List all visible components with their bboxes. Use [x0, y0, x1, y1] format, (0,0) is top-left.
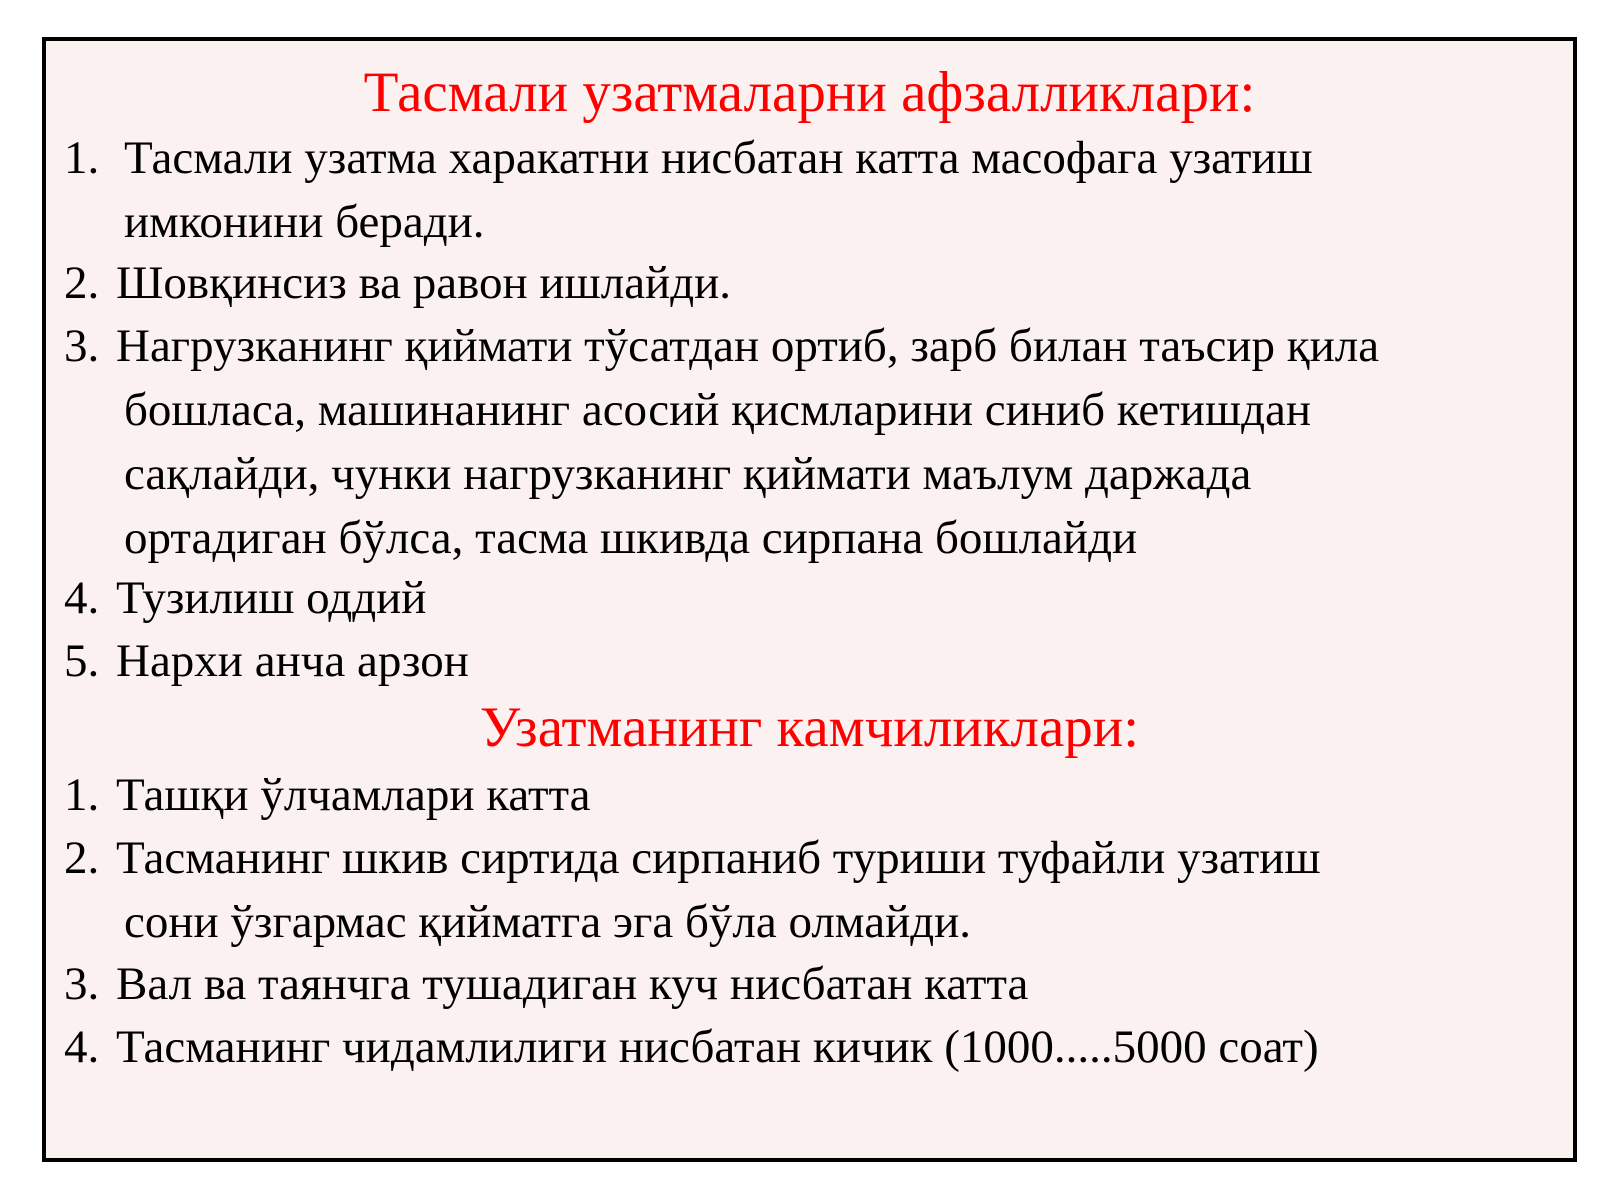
- advantage-item-5: [64, 629, 469, 693]
- item-line: Ташқи ўлчамлари катта: [116, 769, 591, 821]
- advantage-item-1: [64, 126, 1313, 254]
- item-line: имконини беради.: [124, 196, 485, 248]
- advantage-item-3: [64, 314, 1379, 570]
- item-line: Нархи анча арзон: [116, 635, 469, 687]
- disadvantage-item-2: [64, 826, 1321, 954]
- item-number: 5.: [64, 635, 100, 687]
- slide-frame: [42, 37, 1577, 1162]
- advantage-item-4: [64, 566, 426, 630]
- item-number: 4.: [64, 1021, 100, 1073]
- item-number: 2.: [64, 832, 100, 884]
- item-line: Шовқинсиз ва равон ишлайди.: [116, 257, 732, 309]
- item-number: 4.: [64, 572, 100, 624]
- item-line: сони ўзгармас қийматга эга бўла олмайди.: [124, 896, 972, 948]
- disadvantage-item-3: [64, 952, 1028, 1016]
- item-line: Тасманинг чидамлилиги нисбатан кичик (1000.....5000 соат): [116, 1021, 1319, 1073]
- item-line: Тузилиш оддий: [116, 572, 427, 624]
- item-line: Тасмали узатма харакатни нисбатан катта масофага узатиш: [124, 132, 1313, 184]
- disadvantages-title: Узатманинг камчиликлари:: [479, 696, 1140, 759]
- advantage-item-2: [64, 251, 731, 315]
- item-number: 3.: [64, 320, 100, 372]
- item-line: Вал ва таянчга тушадиган куч нисбатан катта: [116, 958, 1029, 1010]
- item-number: 2.: [64, 257, 100, 309]
- disadvantage-item-4: [64, 1015, 1319, 1079]
- item-line: Нагрузканинг қиймати тўсатдан ортиб, зарб билан таъсир қила: [116, 320, 1380, 372]
- item-number: 3.: [64, 958, 100, 1010]
- advantages-title: Тасмали узатмаларни афзалликлари:: [363, 61, 1256, 124]
- item-line: бошласа, машинанинг асосий қисмларини синиб кетишдан: [124, 384, 1312, 436]
- item-number: 1.: [64, 132, 100, 184]
- item-line: ортадиган бўлса, тасма шкивда сирпана бошлайди: [124, 512, 1138, 564]
- item-line: Тасманинг шкив сиртида сирпаниб туриши туфайли узатиш: [116, 832, 1321, 884]
- item-line: сақлайди, чунки нагрузканинг қиймати маълум даржада: [124, 448, 1252, 500]
- disadvantage-item-1: [64, 763, 591, 827]
- item-number: 1.: [64, 769, 100, 821]
